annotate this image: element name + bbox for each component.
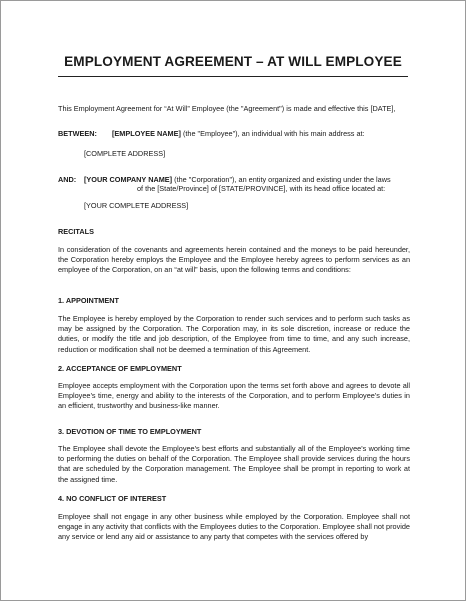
between-clause <box>58 129 97 139</box>
section-2-heading: 2. ACCEPTANCE OF EMPLOYMENT <box>58 364 182 373</box>
section-3-text: The Employee shall devote the Employee's best efforts and substantially all of the Employee's working time to performing the duties on behalf of the Corporation. The Employee shall provide services during the hours that are scheduled by the Corporation management. The Employee shall be prompt in reporting to work at the assigned time. <box>58 444 410 484</box>
recitals-text: In consideration of the covenants and agreements herein contained and the moneys to be paid hereunder, the Corporation hereby employs the Employee and the Employee hereby agrees to perform services as an employee of the Corporation, on an “at will” basis, upon the following terms and conditions: <box>58 245 410 275</box>
employee-party <box>112 129 365 139</box>
title-underline <box>58 76 408 77</box>
section-1-heading: 1. APPOINTMENT <box>58 296 119 305</box>
company-jurisdiction: of the [State/Province] of [STATE/PROVINCE], with its head office located at: <box>137 184 386 193</box>
company-name-placeholder: [YOUR COMPANY NAME] <box>84 175 173 184</box>
document-title: EMPLOYMENT AGREEMENT – AT WILL EMPLOYEE <box>64 54 402 69</box>
section-4-heading: 4. NO CONFLICT OF INTEREST <box>58 494 167 503</box>
company-party-description: (the "Corporation"), an entity organized and existing under the laws <box>172 175 391 184</box>
employee-name-placeholder: [EMPLOYEE NAME] <box>112 129 181 138</box>
and-clause <box>58 175 76 185</box>
and-label: AND: <box>58 175 77 184</box>
section-1-text: The Employee is hereby employed by the Corporation to render such services and to perform such tasks as may be assigned by the Corporation. The Corporation may, in its sole discretion, increase or reduce the duties, or modify the title and job description, of the Employee from time to time, and any such increase, reduction or modification shall not be deemed a termination of this Agreement. <box>58 314 410 354</box>
section-3-heading: 3. DEVOTION OF TIME TO EMPLOYMENT <box>58 427 202 436</box>
section-2-text: Employee accepts employment with the Corporation upon the terms set forth above and agrees to devote all Employee’s time, energy and ability to the interests of the Corporation, and to perform Employee’s duties in an efficient, trustworthy and business-like manner. <box>58 381 410 411</box>
intro-paragraph: This Employment Agreement for “At Will” Employee (the "Agreement") is made and effective this [DATE], <box>58 104 396 113</box>
section-4-text: Employee shall not engage in any other business while employed by the Corporation. Employee shall not engage in any activity that conflicts with the Employees duties to the Corporation. Employee shall not provide any service or lend any aid or assistance to any party that competes with the services offered by <box>58 512 410 542</box>
between-label: BETWEEN: <box>58 129 97 138</box>
employee-address-placeholder: [COMPLETE ADDRESS] <box>84 149 166 158</box>
employee-party-description: (the "Employee"), an individual with his main address at: <box>180 129 365 138</box>
company-address-placeholder: [YOUR COMPLETE ADDRESS] <box>84 201 189 210</box>
recitals-heading: RECITALS <box>58 227 94 236</box>
